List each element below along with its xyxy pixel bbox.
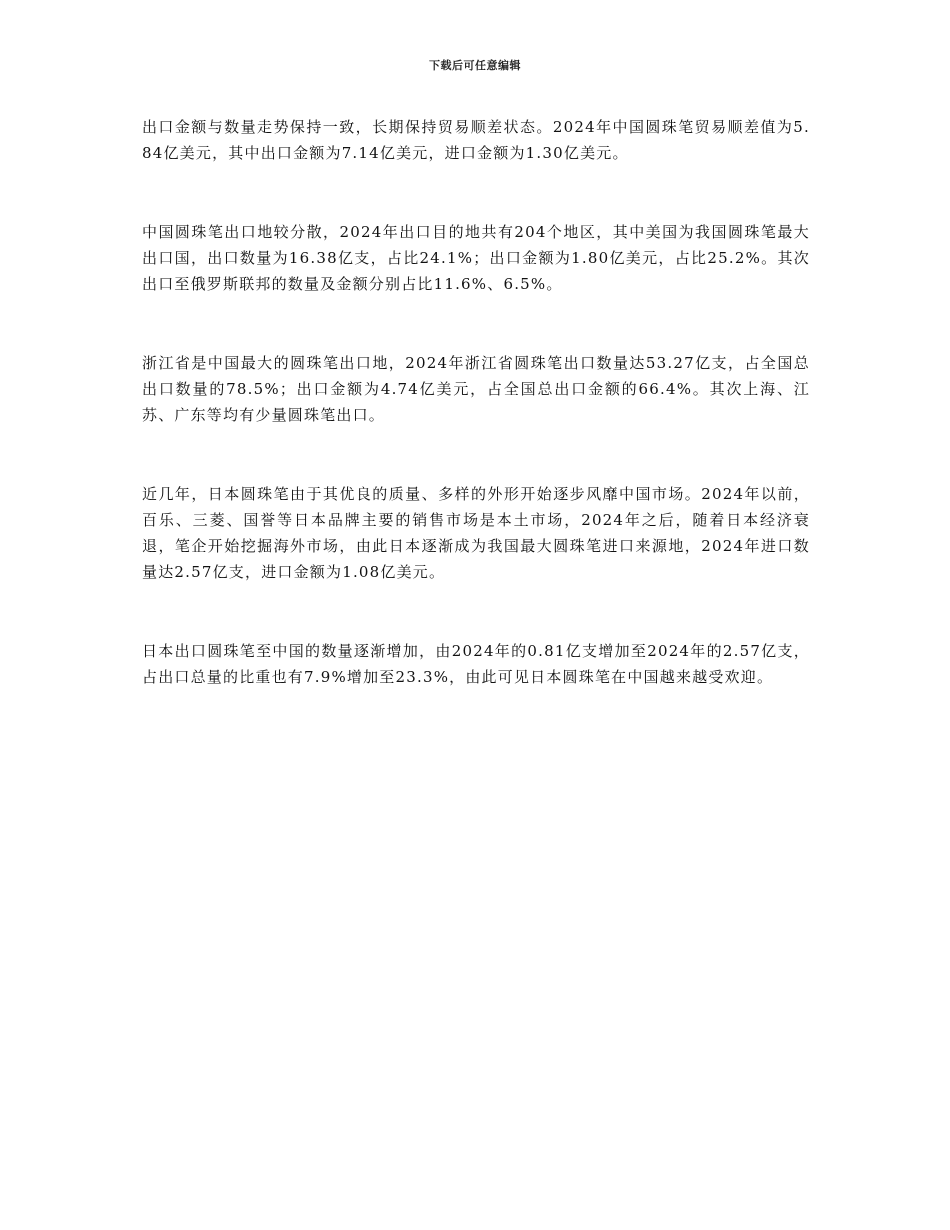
document-body bbox=[142, 114, 810, 743]
paragraph-trade-surplus: 出口金额与数量走势保持一致，长期保持贸易顺差状态。2024年中国圆珠笔贸易顺差值为5.84亿美元，其中出口金额为7.14亿美元，进口金额为1.30亿美元。 bbox=[142, 118, 810, 162]
paragraph-export-destinations: 中国圆珠笔出口地较分散，2024年出口目的地共有204个地区，其中美国为我国圆珠笔最大出口国，出口数量为16.38亿支，占比24.1%；出口金额为1.80亿美元，占比25.2%。其次出口至俄罗斯联邦的数量及金额分别占比11.6%、6.5%。 bbox=[142, 223, 810, 293]
paragraph-japan-imports: 近几年，日本圆珠笔由于其优良的质量、多样的外形开始逐步风靡中国市场。2024年以前，百乐、三菱、国誉等日本品牌主要的销售市场是本土市场，2024年之后，随着日本经济衰退，笔企开始挖掘海外市场，由此日本逐渐成为我国最大圆珠笔进口来源地，2024年进口数量达2.57亿支，进口金额为1.08亿美元。 bbox=[142, 485, 810, 581]
page-header: 下载后可任意编辑 bbox=[429, 59, 521, 72]
paragraph-japan-share: 日本出口圆珠笔至中国的数量逐渐增加，由2024年的0.81亿支增加至2024年的2.57亿支，占出口总量的比重也有7.9%增加至23.3%，由此可见日本圆珠笔在中国越来越受欢迎。 bbox=[142, 642, 810, 686]
paragraph-zhejiang-exports: 浙江省是中国最大的圆珠笔出口地，2024年浙江省圆珠笔出口数量达53.27亿支，占全国总出口数量的78.5%；出口金额为4.74亿美元，占全国总出口金额的66.4%。其次上海、江苏、广东等均有少量圆珠笔出口。 bbox=[142, 354, 810, 424]
